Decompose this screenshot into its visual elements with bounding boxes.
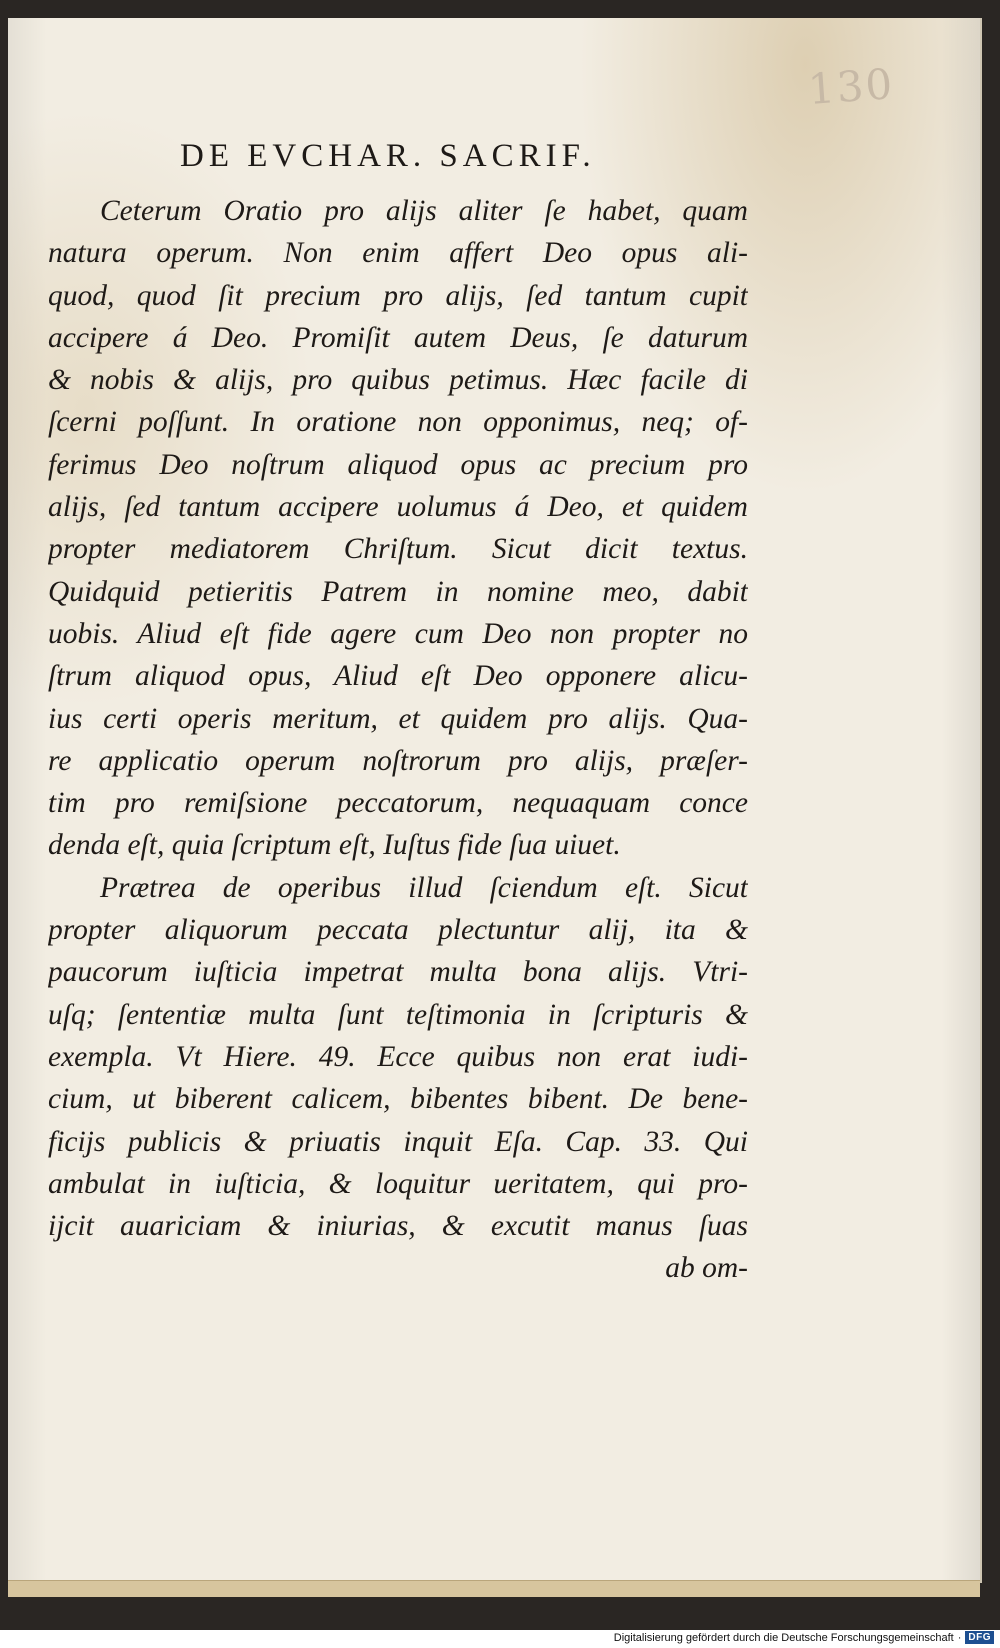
digitization-credit: [614, 1631, 994, 1644]
text-line: paucorum iuſticia impetrat multa bona alijs. Vtri-: [48, 956, 748, 989]
text-line: accipere á Deo. Promiſit autem Deus, ſe daturum: [48, 321, 748, 354]
text-line: tim pro remiſsione peccatorum, nequaquam conce: [48, 787, 748, 820]
credit-separator: ·: [957, 1631, 962, 1644]
text-line: & nobis & alijs, pro quibus petimus. Hæc facile di: [48, 364, 748, 397]
text-line: uobis. Aliud eſt fide agere cum Deo non propter no: [48, 617, 748, 650]
text-line: Ceterum Oratio pro alijs aliter ſe habet, quam: [100, 195, 748, 227]
text-line: uſq; ſententiæ multa ſunt teſtimonia in ſcripturis &: [48, 998, 748, 1031]
text-line: ius certi operis meritum, et quidem pro alijs. Qua-: [48, 702, 748, 735]
text-line: propter mediatorem Chriſtum. Sicut dicit textus.: [48, 533, 748, 566]
text-line: denda eſt, quia ſcriptum eſt, Iuſtus fide ſua uiuet.: [48, 829, 621, 862]
text-line: Prætrea de operibus illud ſciendum eſt. Sicut: [100, 871, 748, 904]
body-text: [48, 190, 748, 1290]
text-line: ambulat in iuſticia, & loquitur ueritatem, qui pro-: [48, 1167, 748, 1200]
text-line: cium, ut biberent calicem, bibentes bibent. De bene-: [48, 1083, 748, 1116]
catchword: ab om-: [665, 1252, 748, 1285]
text-line: re applicatio operum noſtrorum pro alijs, præſer-: [48, 744, 748, 777]
text-line: natura operum. Non enim affert Deo opus ali-: [48, 237, 748, 270]
credit-text: Digitalisierung gefördert durch die Deutsche Forschungsgemeinschaft: [613, 1631, 954, 1644]
text-line: ficijs publicis & priuatis inquit Eſa. Cap. 33. Qui: [48, 1125, 748, 1158]
dfg-logo-icon: DFG: [965, 1631, 994, 1644]
text-line: quod, quod ſit precium pro alijs, ſed tantum cupit: [48, 279, 748, 312]
text-line: Quidquid petieritis Patrem in nomine meo, dabit: [48, 575, 748, 608]
text-line: exempla. Vt Hiere. 49. Ecce quibus non erat iudi-: [48, 1040, 748, 1073]
text-line: propter aliquorum peccata plectuntur alij, ita &: [48, 914, 748, 947]
text-line: ſcerni poſſunt. In oratione non opponimus, neq; of-: [48, 406, 748, 439]
page-bottom-edge: [8, 1580, 980, 1597]
folio-number: 130: [806, 59, 896, 114]
text-line: ferimus Deo noſtrum aliquod opus ac precium pro: [48, 448, 748, 481]
text-line: ſtrum aliquod opus, Aliud eſt Deo opponere alicu-: [48, 660, 748, 693]
running-head: DE EVCHAR. SACRIF.: [180, 138, 596, 174]
text-line: alijs, ſed tantum accipere uolumus á Deo, et quidem: [48, 491, 748, 524]
text-line: ijcit auariciam & iniurias, & excutit manus ſuas: [48, 1210, 748, 1243]
